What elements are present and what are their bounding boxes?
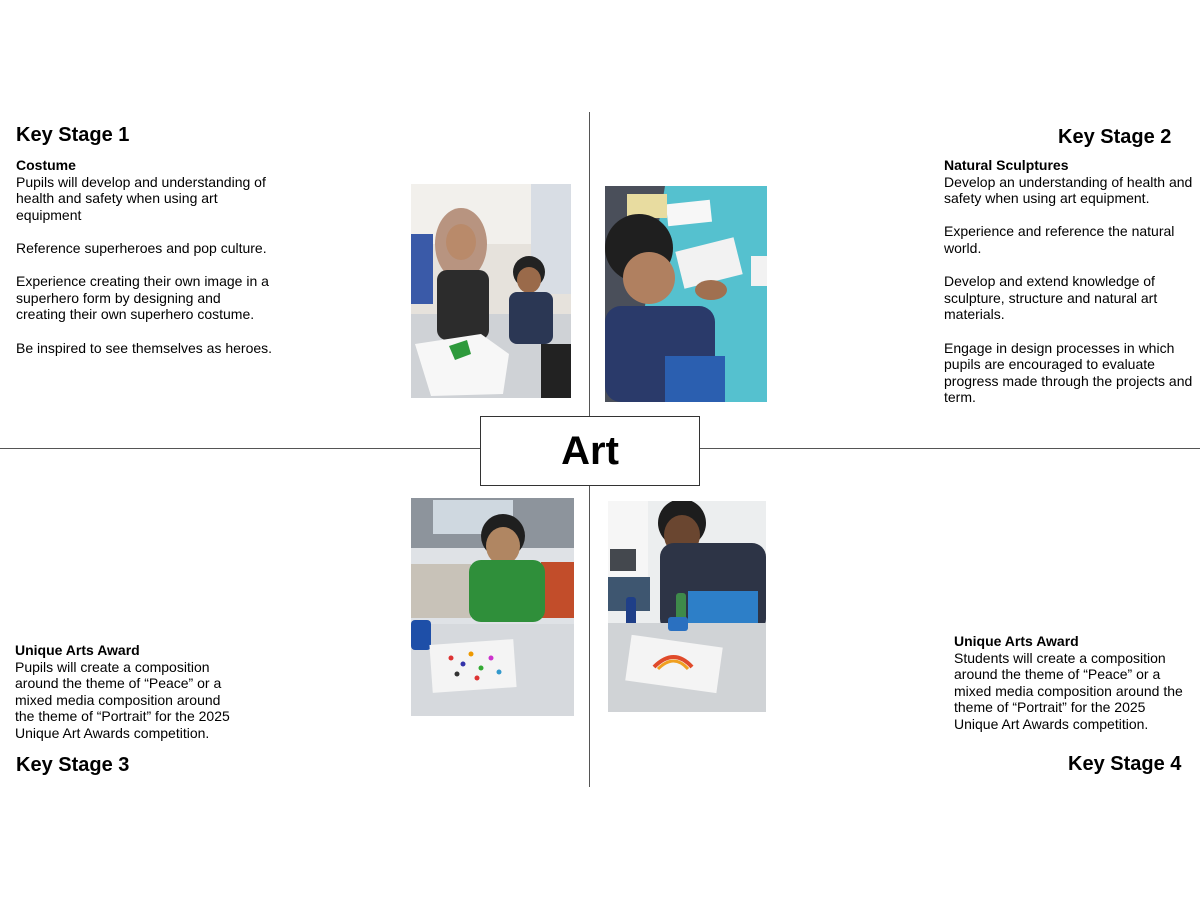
ks4-paragraph: Students will create a composition around the theme of “Peace” or a mixed media composition around the theme of “Portrait” for the 2025 Unique Art Awards competition. (954, 649, 1183, 732)
ks2-paragraph: Experience and reference the natural world. (944, 223, 1175, 256)
ks1-section (16, 157, 274, 356)
ks3-title: Key Stage 3 (16, 754, 130, 776)
ks3-heading: Unique Arts Award (15, 642, 140, 658)
ks2-title: Key Stage 2 (1058, 126, 1172, 148)
ks2-paragraph: Develop an understanding of health and safety when using art equipment. (944, 173, 1193, 207)
horizontal-divider-right (699, 448, 1200, 449)
ks2-section (944, 157, 1194, 406)
ks4-heading: Unique Arts Award (954, 633, 1079, 649)
ks4-photo (608, 501, 766, 712)
ks4-section (954, 633, 1190, 733)
ks4-title: Key Stage 4 (1068, 753, 1182, 775)
ks1-title: Key Stage 1 (16, 124, 130, 146)
ks1-photo (411, 184, 571, 398)
ks2-paragraph: Engage in design processes in which pupils are encouraged to evaluate progress made through the projects and term. (944, 339, 1193, 406)
ks1-paragraph: Be inspired to see themselves as heroes. (16, 339, 273, 356)
art-title-box (480, 416, 700, 486)
ks3-photo (411, 498, 574, 716)
ks2-paragraph: Develop and extend knowledge of sculpture, structure and natural art materials. (944, 273, 1158, 323)
ks1-heading: Costume (16, 157, 76, 173)
ks3-paragraph: Pupils will create a composition around the theme of “Peace” or a mixed media composition around the theme of “Portrait” for the 2025 Unique Art Awards competition. (15, 658, 230, 741)
ks1-paragraph: Experience creating their own image in a superhero form by designing and creating their own superhero costume. (16, 273, 269, 323)
ks1-paragraph: Reference superheroes and pop culture. (16, 239, 267, 256)
art-title: Art (561, 428, 619, 473)
ks1-paragraph: Pupils will develop and understanding of health and safety when using art equipment (16, 173, 266, 223)
ks3-section (15, 642, 237, 742)
horizontal-divider-left (0, 448, 481, 449)
ks2-heading: Natural Sculptures (944, 157, 1069, 173)
ks2-photo (605, 186, 767, 402)
